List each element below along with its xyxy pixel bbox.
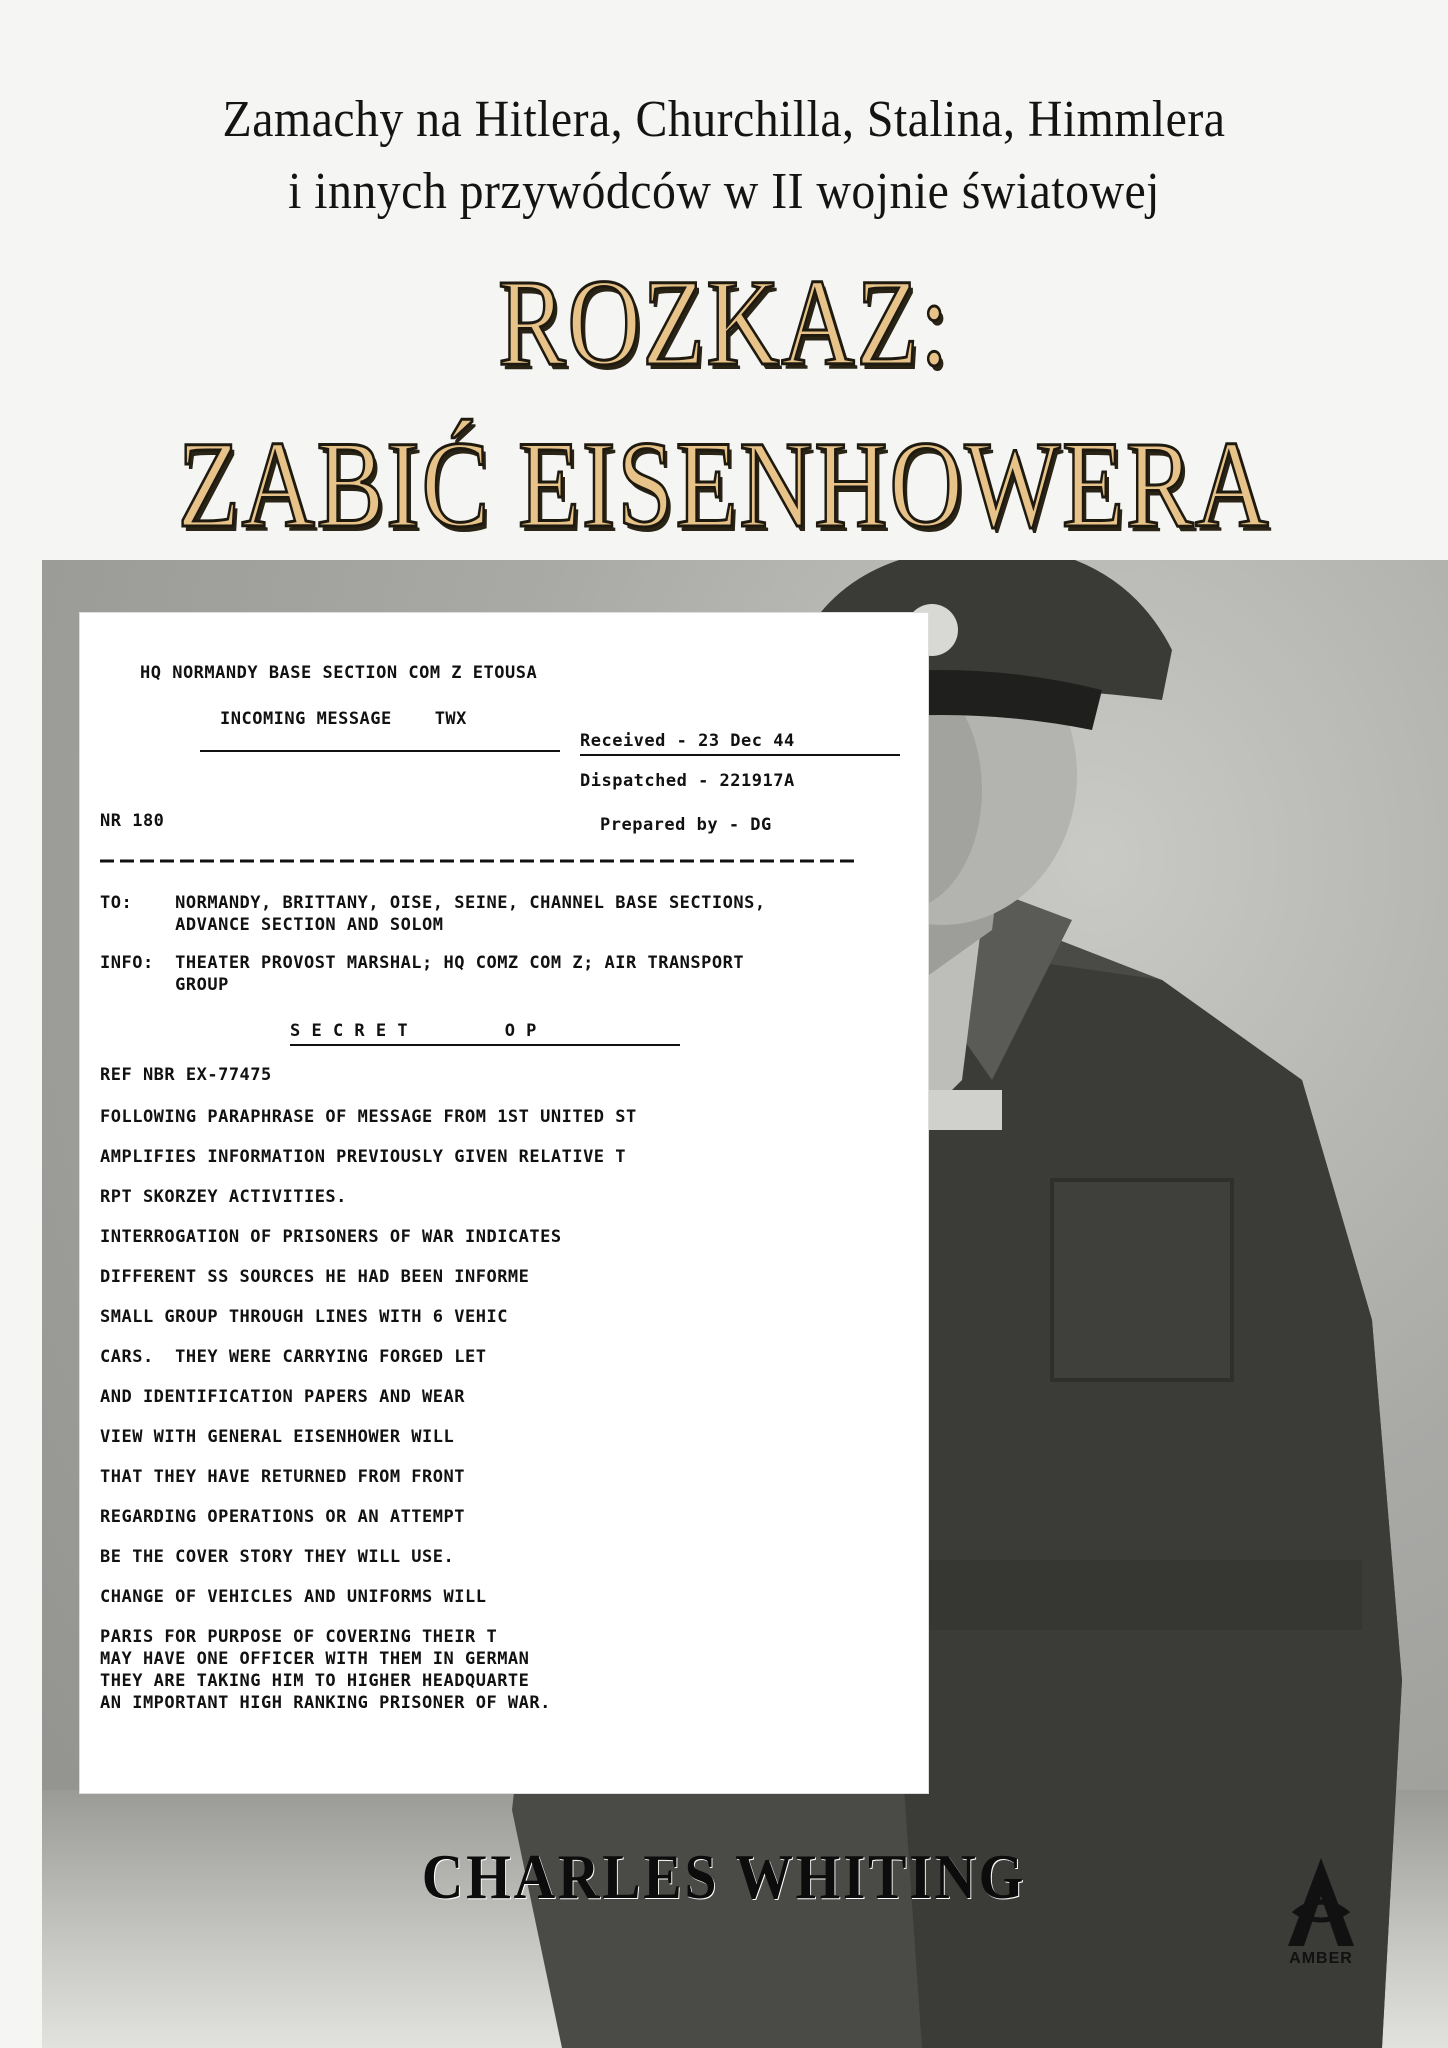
doc-line: SMALL GROUP THROUGH LINES WITH 6 VEHIC	[100, 1307, 508, 1327]
doc-line: AMPLIFIES INFORMATION PREVIOUSLY GIVEN RELATIVE T	[100, 1147, 627, 1167]
title-line-1: ROZKAZ:	[497, 254, 951, 391]
doc-line: INCOMING MESSAGE TWX	[220, 709, 467, 729]
author-name: CHARLES WHITING	[421, 1841, 1027, 1912]
doc-line: CHANGE OF VEHICLES AND UNIFORMS WILL	[100, 1587, 487, 1607]
title-line-2: ZABIĆ EISENHOWERA	[177, 416, 1271, 553]
doc-line: CARS. THEY WERE CARRYING FORGED LET	[100, 1347, 487, 1367]
doc-line: GROUP	[100, 975, 229, 995]
doc-line: REF NBR EX-77475	[100, 1065, 272, 1085]
doc-line: THAT THEY HAVE RETURNED FROM FRONT	[100, 1467, 465, 1487]
doc-line: NR 180	[100, 811, 165, 831]
doc-line: HQ NORMANDY BASE SECTION COM Z ETOUSA	[140, 663, 538, 683]
cover-subtitle	[58, 84, 1390, 228]
subtitle-line-2: i innych przywódców w II wojnie światowej	[288, 163, 1160, 220]
document-rules	[80, 613, 928, 1793]
doc-line: INFO: THEATER PROVOST MARSHAL; HQ COMZ COM Z; AIR TRANSPORT	[100, 953, 745, 973]
right-pocket	[1052, 1180, 1232, 1380]
doc-line: AN IMPORTANT HIGH RANKING PRISONER OF WAR.	[100, 1693, 551, 1713]
doc-line: FOLLOWING PARAPHRASE OF MESSAGE FROM 1ST UNITED ST	[100, 1107, 637, 1127]
publisher-name: AMBER	[1289, 1950, 1353, 1967]
doc-line: TO: NORMANDY, BRITTANY, OISE, SEINE, CHANNEL BASE SECTIONS,	[100, 893, 766, 913]
doc-line: VIEW WITH GENERAL EISENHOWER WILL	[100, 1427, 455, 1447]
doc-line: INTERROGATION OF PRISONERS OF WAR INDICATES	[100, 1227, 562, 1247]
doc-line: ADVANCE SECTION AND SOLOM	[100, 915, 444, 935]
subtitle-line-1: Zamachy na Hitlera, Churchilla, Stalina, Himmlera	[222, 91, 1226, 148]
doc-line: PARIS FOR PURPOSE OF COVERING THEIR T	[100, 1627, 498, 1647]
doc-line: AND IDENTIFICATION PAPERS AND WEAR	[100, 1387, 465, 1407]
doc-line: Prepared by - DG	[600, 815, 772, 835]
teletype-document	[80, 613, 928, 1793]
doc-line: Dispatched - 221917A	[580, 771, 795, 791]
doc-line: THEY ARE TAKING HIM TO HIGHER HEADQUARTE	[100, 1671, 530, 1691]
amber-logo-icon	[1276, 1852, 1366, 1952]
doc-line: RPT SKORZEY ACTIVITIES.	[100, 1187, 347, 1207]
doc-line: REGARDING OPERATIONS OR AN ATTEMPT	[100, 1507, 465, 1527]
doc-line: MAY HAVE ONE OFFICER WITH THEM IN GERMAN	[100, 1649, 530, 1669]
doc-line: BE THE COVER STORY THEY WILL USE.	[100, 1547, 455, 1567]
doc-line: Received - 23 Dec 44	[580, 731, 795, 751]
doc-line: DIFFERENT SS SOURCES HE HAD BEEN INFORME	[100, 1267, 530, 1287]
doc-line: S E C R E T O P	[290, 1021, 537, 1041]
